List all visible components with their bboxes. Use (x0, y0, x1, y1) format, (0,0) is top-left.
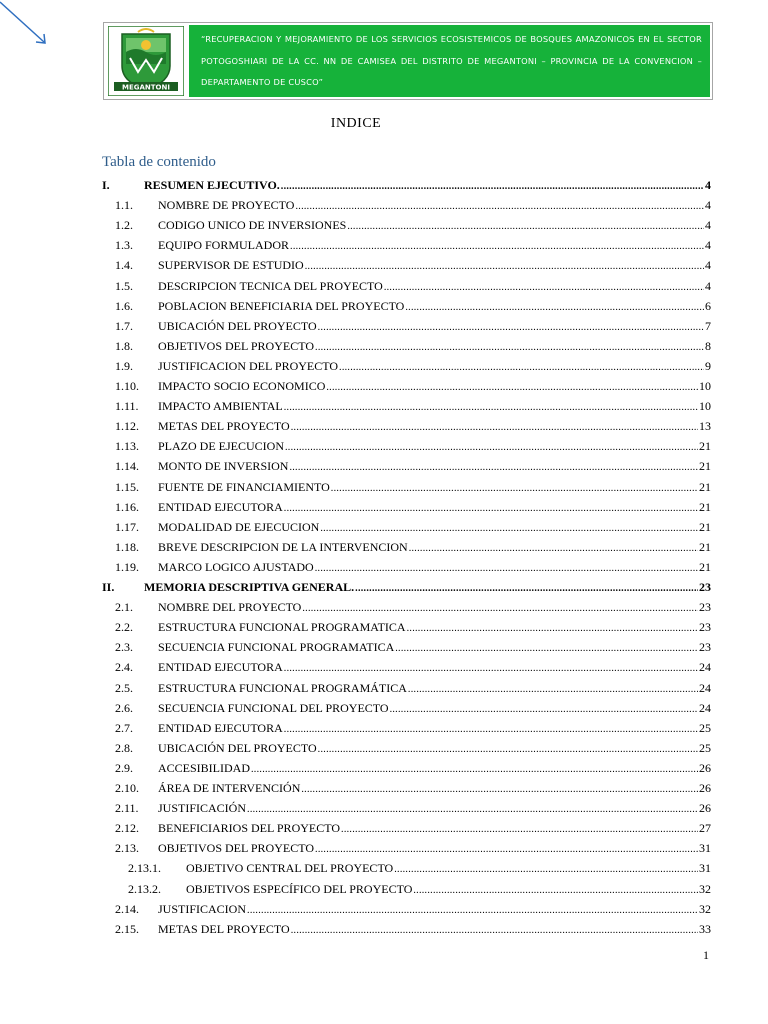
toc-dot-leader (284, 663, 698, 674)
toc-entry[interactable] (115, 902, 711, 922)
toc-entry-number: 2.15. (115, 921, 139, 936)
toc-entry[interactable] (115, 299, 711, 319)
toc-dot-leader (339, 362, 704, 373)
toc-entry-label: PLAZO DE EJECUCION (158, 439, 284, 454)
toc-entry-number: 2.13.2. (128, 881, 161, 896)
document-header (103, 22, 713, 100)
toc-entry-number: 1.2. (115, 218, 133, 233)
toc-entry-page: 31 (699, 861, 711, 876)
toc-entry-number: 2.5. (115, 680, 133, 695)
toc-dot-leader (289, 462, 698, 473)
toc-entry-label: OBJETIVO CENTRAL DEL PROYECTO (186, 861, 394, 876)
toc-entry-label: BREVE DESCRIPCION DE LA INTERVENCION (158, 539, 408, 554)
toc-entry-number: 2.8. (115, 740, 133, 755)
toc-dot-leader (318, 322, 704, 333)
toc-entry-number: 1.9. (115, 358, 133, 373)
toc-entry-label: RESUMEN EJECUTIVO. (144, 178, 280, 192)
toc-entry-page: 24 (699, 680, 711, 695)
toc-entry[interactable] (115, 500, 711, 520)
toc-entry-page: 26 (699, 781, 711, 795)
toc-entry-number: 2.6. (115, 700, 133, 715)
project-title-banner: “RECUPERACION Y MEJORAMIENTO DE LOS SERVICIOS ECOSISTEMICOS DE BOSQUES AMAZONICOS EN EL SECTOR POTOGOSHIARI DE LA CC. NN DE CAMISEA DEL DISTRITO DE MEGANTONI – PROVINCIA DE LA CONVENCION – DEPARTAMENTO DE CUSCO” (189, 25, 710, 97)
toc-entry[interactable] (115, 359, 711, 379)
toc-dot-leader (295, 201, 704, 212)
toc-entry-number: 2.3. (115, 640, 133, 655)
toc-entry[interactable] (115, 781, 711, 801)
toc-entry[interactable] (102, 178, 711, 198)
toc-entry-page: 23 (699, 640, 711, 655)
toc-entry-label: DESCRIPCION TECNICA DEL PROYECTO (158, 278, 383, 293)
toc-entry-number: 1.13. (115, 439, 139, 454)
toc-entry-label: OBJETIVOS DEL PROYECTO (158, 338, 315, 353)
toc-entry[interactable] (115, 681, 711, 701)
toc-entry[interactable] (115, 761, 711, 781)
toc-entry-label: SECUENCIA FUNCIONAL PROGRAMATICA (158, 640, 395, 655)
toc-entry-number: 2.7. (115, 720, 133, 735)
toc-entry-page: 4 (705, 198, 711, 213)
toc-entry[interactable] (115, 459, 711, 479)
toc-entry-page: 21 (699, 519, 711, 534)
toc-entry-label: CODIGO UNICO DE INVERSIONES (158, 218, 347, 233)
toc-entry-page: 8 (705, 338, 711, 353)
toc-entry[interactable] (115, 741, 711, 761)
toc-entry[interactable] (115, 821, 711, 841)
toc-entry-page: 6 (705, 298, 711, 313)
toc-entry-label: METAS DEL PROYECTO (158, 419, 290, 434)
toc-entry-number: 2.13. (115, 841, 139, 856)
toc-entry-page: 21 (699, 479, 711, 494)
toc-dot-leader (315, 342, 704, 353)
toc-dot-leader (413, 885, 698, 896)
toc-entry-label: ENTIDAD EJECUTORA (158, 499, 283, 514)
toc-entry-page: 23 (699, 600, 711, 615)
toc-entry-page: 9 (705, 358, 711, 373)
toc-entry[interactable] (115, 419, 711, 439)
toc-entry-page: 10 (699, 379, 711, 393)
toc-entry-number: 1.3. (115, 238, 133, 253)
toc-dot-leader (390, 704, 698, 715)
toc-entry-label: MEMORIA DESCRIPTIVA GENERAL. (144, 580, 355, 594)
toc-entry-page: 27 (699, 821, 711, 836)
toc-entry-number: 2.11. (115, 801, 139, 816)
toc-entry-number: 2.4. (115, 660, 133, 675)
toc-entry-number: 1.6. (115, 298, 133, 313)
toc-entry[interactable] (115, 721, 711, 741)
toc-entry-label: MODALIDAD DE EJECUCION (158, 519, 320, 534)
toc-entry-page: 23 (699, 620, 711, 635)
toc-entry-label: FUENTE DE FINANCIAMIENTO (158, 479, 330, 494)
toc-dot-leader (251, 764, 698, 775)
toc-entry[interactable] (128, 882, 711, 902)
toc-entry[interactable] (115, 339, 711, 359)
toc-entry[interactable] (115, 399, 711, 419)
toc-entry-number: 2.14. (115, 901, 139, 916)
toc-dot-leader (318, 744, 698, 755)
toc-entry-page: 4 (705, 238, 711, 253)
toc-dot-leader (291, 422, 698, 433)
toc-dot-leader (407, 623, 698, 634)
toc-entry-label: ENTIDAD EJECUTORA (158, 660, 283, 675)
toc-entry-page: 21 (699, 499, 711, 514)
toc-entry-page: 24 (699, 700, 711, 715)
toc-entry-label: JUSTIFICACION (158, 901, 247, 916)
toc-dot-leader (405, 302, 704, 313)
toc-entry[interactable] (115, 258, 711, 278)
toc-entry-page: 4 (705, 258, 711, 273)
toc-entry-label: NOMBRE DE PROYECTO (158, 198, 295, 213)
toc-entry-number: 2.12. (115, 821, 139, 836)
toc-entry[interactable] (115, 540, 711, 560)
toc-entry-label: UBICACIÓN DEL PROYECTO (158, 740, 317, 755)
page-number: 1 (703, 948, 709, 962)
toc-entry[interactable] (115, 620, 711, 640)
toc-entry-page: 24 (699, 660, 711, 675)
toc-entry[interactable] (115, 238, 711, 258)
toc-entry-page: 21 (699, 559, 711, 574)
toc-entry[interactable] (115, 801, 711, 821)
toc-entry-page: 4 (705, 178, 711, 192)
toc-entry-page: 13 (699, 419, 711, 434)
toc-dot-leader (247, 905, 698, 916)
toc-entry-number: 1.8. (115, 338, 133, 353)
toc-entry-number: 1.11. (115, 399, 139, 414)
toc-entry-number: 1.5. (115, 278, 133, 293)
arrow-annotation-icon (0, 0, 50, 48)
toc-entry-number: 1.19. (115, 559, 139, 574)
toc-dot-leader (315, 563, 698, 574)
toc-dot-leader (247, 804, 698, 815)
toc-entry-label: SECUENCIA FUNCIONAL DEL PROYECTO (158, 700, 389, 715)
toc-dot-leader (326, 382, 698, 393)
toc-entry[interactable] (115, 640, 711, 660)
toc-entry[interactable] (115, 560, 711, 580)
toc-dot-leader (409, 543, 698, 554)
toc-entry[interactable] (115, 660, 711, 680)
toc-entry[interactable] (102, 580, 711, 600)
toc-entry-label: JUSTIFICACION DEL PROYECTO (158, 358, 339, 373)
toc-entry[interactable] (115, 198, 711, 218)
toc-entry-number: 1.14. (115, 459, 139, 474)
toc-dot-leader (290, 241, 704, 252)
toc-entry-page: 32 (699, 901, 711, 916)
toc-dot-leader (384, 282, 704, 293)
toc-entry[interactable] (115, 218, 711, 238)
toc-entry-number: 1.10. (115, 379, 139, 393)
megantoni-logo (108, 26, 184, 96)
toc-entry[interactable] (115, 379, 711, 399)
page-title: INDICE (330, 116, 382, 131)
toc-entry-label: JUSTIFICACIÓN (158, 801, 247, 816)
toc-dot-leader (301, 784, 698, 795)
toc-dot-leader (355, 583, 698, 594)
toc-dot-leader (281, 181, 704, 192)
toc-entry-label: MONTO DE INVERSION (158, 459, 289, 474)
toc-entry-page: 21 (699, 459, 711, 474)
toc-dot-leader (347, 221, 704, 232)
toc-entry-page: 33 (699, 921, 711, 936)
toc-dot-leader (284, 503, 698, 514)
toc-entry-number: 1.17. (115, 519, 139, 534)
toc-entry-label: NOMBRE DEL PROYECTO (158, 600, 302, 615)
toc-entry-page: 26 (699, 760, 711, 775)
toc-entry[interactable] (115, 922, 711, 942)
toc-entry-label: MARCO LOGICO AJUSTADO (158, 559, 314, 574)
toc-entry-label: ACCESIBILIDAD (158, 760, 250, 775)
toc-entry-number: 2.2. (115, 620, 133, 635)
toc-entry-page: 23 (699, 580, 711, 594)
toc-dot-leader (305, 261, 704, 272)
toc-entry-label: ÁREA DE INTERVENCIÓN (158, 781, 301, 795)
toc-entry-label: ESTRUCTURA FUNCIONAL PROGRAMATICA (158, 620, 406, 635)
toc-entry[interactable] (115, 439, 711, 459)
toc-entry-label: ENTIDAD EJECUTORA (158, 720, 283, 735)
toc-entry[interactable] (115, 480, 711, 500)
toc-entry-label: OBJETIVOS ESPECÍFICO DEL PROYECTO (186, 881, 413, 896)
toc-entry-label: UBICACIÓN DEL PROYECTO (158, 318, 317, 333)
logo-text: MEGANTONI (122, 83, 170, 92)
toc-entry-label: EQUIPO FORMULADOR (158, 238, 290, 253)
toc-entry-page: 7 (705, 318, 711, 333)
toc-dot-leader (315, 844, 698, 855)
toc-dot-leader (408, 684, 698, 695)
toc-dot-leader (320, 523, 698, 534)
toc-entry-label: BENEFICIARIOS DEL PROYECTO (158, 821, 341, 836)
toc-dot-leader (284, 724, 698, 735)
toc-entry[interactable] (115, 319, 711, 339)
toc-dot-leader (331, 483, 698, 494)
toc-entry-page: 4 (705, 278, 711, 293)
toc-entry-page: 10 (699, 399, 711, 414)
toc-dot-leader (291, 925, 698, 936)
toc-entry-page: 4 (705, 218, 711, 233)
toc-entry-label: METAS DEL PROYECTO (158, 921, 290, 936)
toc-entry[interactable] (115, 841, 711, 861)
toc-entry-number: 1.4. (115, 258, 133, 273)
toc-entry-number: 1.12. (115, 419, 139, 434)
toc-dot-leader (285, 442, 698, 453)
toc-entry-label: OBJETIVOS DEL PROYECTO (158, 841, 315, 856)
toc-entry[interactable] (115, 279, 711, 299)
toc-entry-page: 25 (699, 720, 711, 735)
toc-entry-page: 32 (699, 881, 711, 896)
toc-dot-leader (341, 824, 698, 835)
toc-heading: Tabla de contenido (102, 154, 216, 170)
toc-entry-page: 21 (699, 439, 711, 454)
toc-dot-leader (394, 864, 698, 875)
toc-entry-label: ESTRUCTURA FUNCIONAL PROGRAMÁTICA (158, 680, 407, 695)
toc-entry-page: 21 (699, 539, 711, 554)
toc-entry-number: 1.15. (115, 479, 139, 494)
toc-entry-number: 1.18. (115, 539, 139, 554)
toc-entry-number: 2.13.1. (128, 861, 161, 876)
toc-entry-number: I. (102, 178, 110, 192)
toc-entry-number: 2.9. (115, 760, 133, 775)
toc-entry-page: 26 (699, 801, 711, 816)
toc-entry[interactable] (115, 520, 711, 540)
toc-dot-leader (395, 643, 698, 654)
toc-entry[interactable] (115, 600, 711, 620)
toc-dot-leader (284, 402, 698, 413)
toc-entry-number: 2.1. (115, 600, 133, 615)
toc-entry-number: 1.16. (115, 499, 139, 514)
toc-entry-number: 2.10. (115, 781, 139, 795)
toc-entry-label: IMPACTO SOCIO ECONOMICO (158, 379, 326, 393)
toc-entry-number: 1.7. (115, 318, 133, 333)
toc-entry-label: SUPERVISOR DE ESTUDIO (158, 258, 304, 273)
toc-dot-leader (302, 603, 698, 614)
toc-entry-label: POBLACION BENEFICIARIA DEL PROYECTO (158, 298, 405, 313)
toc-entry-number: 1.1. (115, 198, 133, 213)
toc-entry[interactable] (115, 701, 711, 721)
toc-entry-page: 31 (699, 841, 711, 856)
toc-entry[interactable] (128, 861, 711, 881)
toc-entry-number: II. (102, 580, 115, 594)
toc-entry-page: 25 (699, 740, 711, 755)
toc-entry-label: IMPACTO AMBIENTAL (158, 399, 283, 414)
